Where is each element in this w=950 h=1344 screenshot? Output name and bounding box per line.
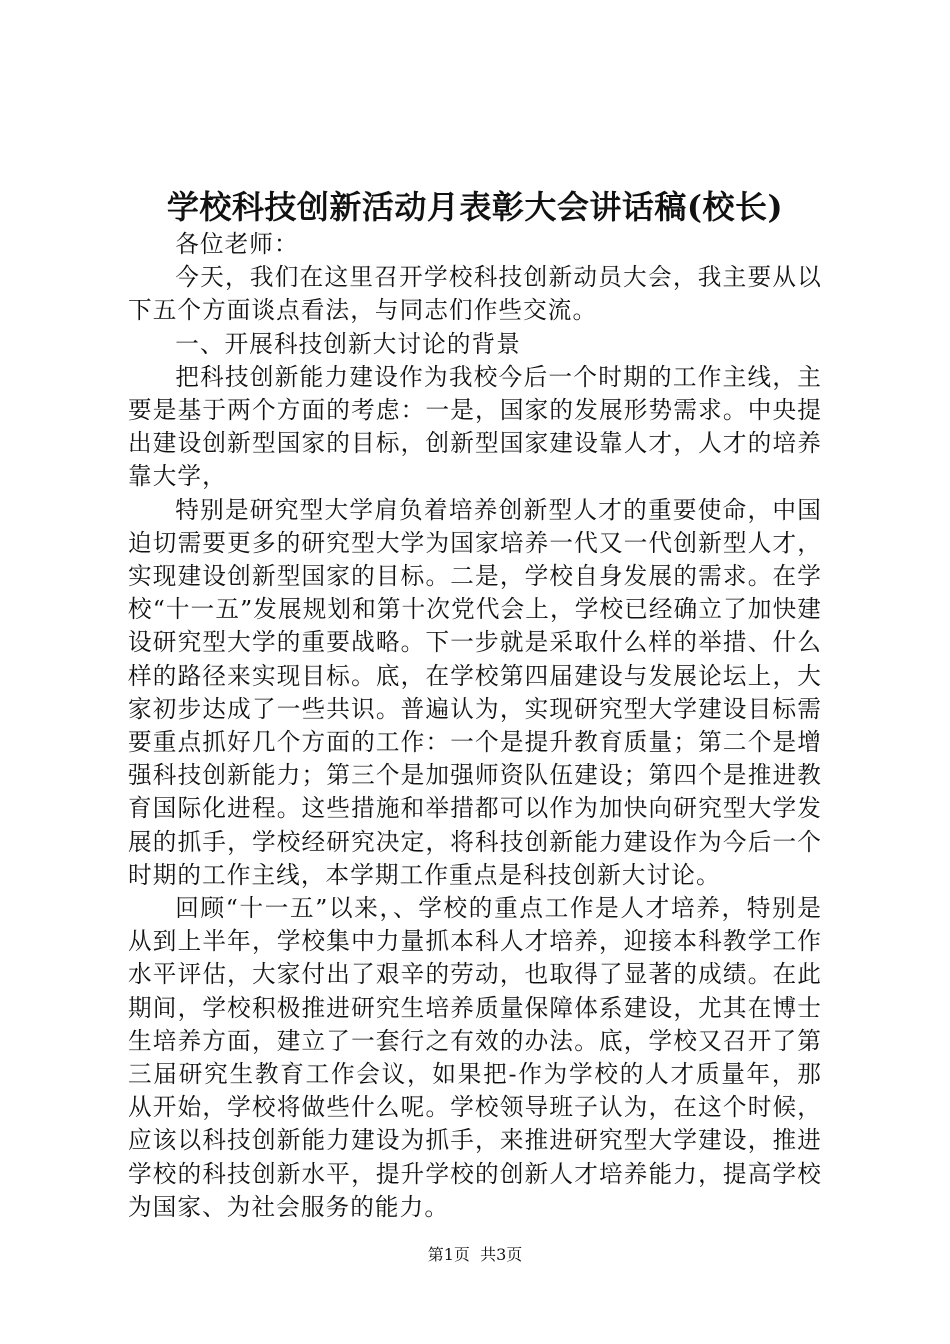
page-number: 第1页 bbox=[427, 1245, 470, 1264]
body-paragraph: 特别是研究型大学肩负着培养创新型人才的重要使命，中国迫切需要更多的研究型大学为国家培养一代又一代创新型人才，实现建设创新型国家的目标。二是，学校自身发展的需求。在学校“十一五”发展规划和第十次党代会上，学校已经确立了加快建设研究型大学的重要战略。下一步就是采取什么样的举措、什么样的路径来实现目标。底，在学校第四届建设与发展论坛上，大家初步达成了一些共识。普遍认为，实现研究型大学建设目标需要重点抓好几个方面的工作：一个是提升教育质量；第二个是增强科技创新能力；第三个是加强师资队伍建设；第四个是推进教育国际化进程。这些措施和举措都可以作为加快向研究型大学发展的抓手，学校经研究决定，将科技创新能力建设作为今后一个时期的工作主线，本学期工作重点是科技创新大讨论。 bbox=[128, 495, 822, 889]
document-body bbox=[128, 228, 822, 1224]
salutation-paragraph: 各位老师： bbox=[175, 230, 299, 258]
body-paragraph: 回顾“十一五”以来，、学校的重点工作是人才培养，特别是从到上半年，学校集中力量抓本科人才培养，迎接本科教学工作水平评估，大家付出了艰辛的劳动，也取得了显著的成绩。在此期间，学校积极推进研究生培养质量保障体系建设，尤其在博士生培养方面，建立了一套行之有效的办法。底，学校又召开了第三届研究生教育工作会议，如果把-作为学校的人才质量年，那从开始，学校将做些什么呢。学校领导班子认为，在这个时候，应该以科技创新能力建设为抓手，来推进研究型大学建设，推进学校的科技创新水平，提升学校的创新人才培养能力，提高学校为国家、为社会服务的能力。 bbox=[128, 894, 822, 1221]
page-total: 共3页 bbox=[480, 1245, 523, 1264]
body-paragraph: 把科技创新能力建设作为我校今后一个时期的工作主线，主要是基于两个方面的考虑：一是，国家的发展形势需求。中央提出建设创新型国家的目标，创新型国家建设靠人才，人才的培养靠大学， bbox=[128, 362, 822, 491]
intro-paragraph: 今天，我们在这里召开学校科技创新动员大会，我主要从以下五个方面谈点看法，与同志们作些交流。 bbox=[128, 263, 822, 325]
document-title: 学校科技创新活动月表彰大会讲话稿(校长) bbox=[166, 188, 784, 226]
page-footer bbox=[0, 1244, 950, 1266]
section-heading: 一、开展科技创新大讨论的背景 bbox=[175, 329, 521, 358]
